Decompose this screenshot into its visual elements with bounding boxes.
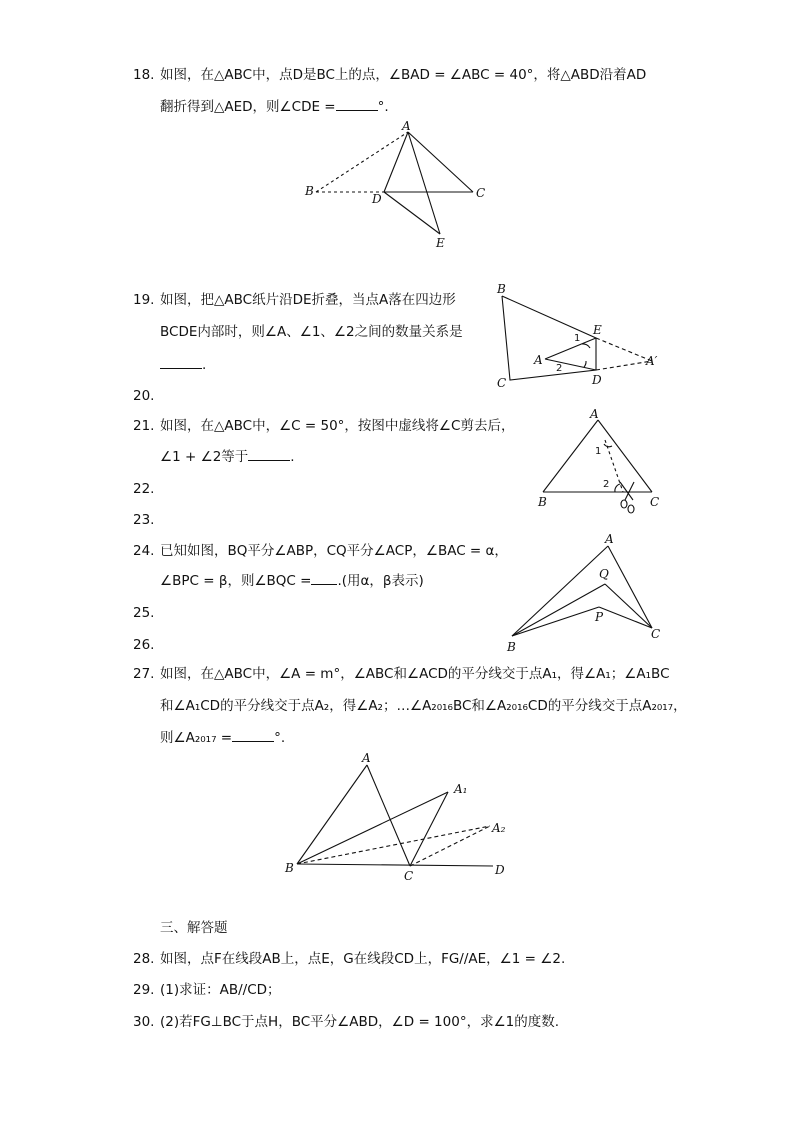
- angle-1-label: 1: [595, 446, 602, 457]
- label-B: B: [507, 640, 516, 654]
- label-C: C: [650, 495, 660, 509]
- question-number: 23.: [133, 512, 155, 528]
- question-21-suffix: .: [290, 449, 295, 465]
- label-C: C: [497, 376, 507, 390]
- question-18-line-1: 如图，在△ABC中，点D是BC上的点，∠BAD = ∠ABC = 40°，将△ABD沿着AD: [160, 67, 647, 83]
- question-24-suffix: .(用α，β表示): [337, 573, 424, 589]
- question-21-text: ∠1 + ∠2等于: [160, 449, 249, 465]
- label-A1: A₁: [454, 782, 468, 796]
- question-number: 30.: [133, 1014, 155, 1030]
- question-number: 28.: [133, 951, 155, 967]
- label-C: C: [651, 627, 661, 641]
- label-D: D: [592, 373, 602, 387]
- label-Q: Q: [599, 567, 609, 581]
- question-27-line-2: 和∠A₁CD的平分线交于点A₂，得∠A₂；…∠A₂₀₁₆BC和∠A₂₀₁₆CD的平分线交于点A₂₀₁₇，: [160, 698, 687, 714]
- question-30-text: (2)若FG⊥BC于点H，BC平分∠ABD，∠D = 100°，求∠1的度数.: [160, 1014, 560, 1030]
- question-24-line-1: 已知如图，BQ平分∠ABP，CQ平分∠ACP，∠BAC = α，: [160, 543, 508, 559]
- label-B: B: [497, 282, 506, 296]
- question-number: 21.: [133, 418, 155, 434]
- question-27-text: 则∠A₂₀₁₇ =: [160, 730, 233, 746]
- angle-1-label: 1: [574, 333, 581, 344]
- question-number: 19.: [133, 292, 155, 308]
- question-number: 26.: [133, 637, 155, 653]
- label-A: A: [590, 407, 599, 421]
- question-18-suffix: °.: [377, 99, 389, 115]
- question-number: 25.: [133, 605, 155, 621]
- label-D: D: [495, 863, 505, 877]
- angle-2-label: 2: [603, 479, 610, 490]
- question-21-line-1: 如图，在△ABC中，∠C = 50°，按图中虚线将∠C剪去后，: [160, 418, 515, 434]
- label-E: E: [436, 236, 445, 250]
- question-number: 18.: [133, 67, 155, 83]
- question-number: 24.: [133, 543, 155, 559]
- label-A: A: [605, 532, 614, 546]
- question-number: 29.: [133, 982, 155, 998]
- angle-2-label: 2: [556, 363, 563, 374]
- question-number: 27.: [133, 666, 155, 682]
- question-28-text: 如图，点F在线段AB上，点E，G在线段CD上，FG//AE，∠1 = ∠2.: [160, 951, 566, 967]
- question-19-line-2: BCDE内部时，则∠A、∠1、∠2之间的数量关系是: [160, 324, 463, 340]
- section-heading: 三、解答题: [160, 920, 228, 936]
- question-29-text: (1)求证：AB//CD；: [160, 982, 281, 998]
- question-27-line-1: 如图，在△ABC中，∠A = m°，∠ABC和∠ACD的平分线交于点A₁，得∠A₁；∠A₁BC: [160, 666, 670, 682]
- label-A: A: [402, 119, 411, 133]
- question-24-text: ∠BPC = β，则∠BQC =: [160, 573, 312, 589]
- label-D: D: [372, 192, 382, 206]
- label-B: B: [305, 184, 314, 198]
- label-A: A: [534, 353, 543, 367]
- label-E: E: [593, 323, 602, 337]
- label-P: P: [595, 610, 604, 624]
- label-B: B: [538, 495, 547, 509]
- question-19-line-1: 如图，把△ABC纸片沿DE折叠，当点A落在四边形: [160, 292, 456, 308]
- label-C: C: [476, 186, 486, 200]
- question-27-suffix: °.: [274, 730, 286, 746]
- question-18-text: 翻折得到△AED，则∠CDE =: [160, 99, 336, 115]
- label-A: A: [362, 751, 371, 765]
- label-A2: A₂: [492, 821, 506, 835]
- question-number: 22.: [133, 481, 155, 497]
- label-B: B: [285, 861, 294, 875]
- question-number: 20.: [133, 388, 155, 404]
- question-19-suffix: .: [202, 357, 207, 373]
- label-A-prime: A′: [646, 354, 658, 368]
- label-C: C: [404, 869, 414, 883]
